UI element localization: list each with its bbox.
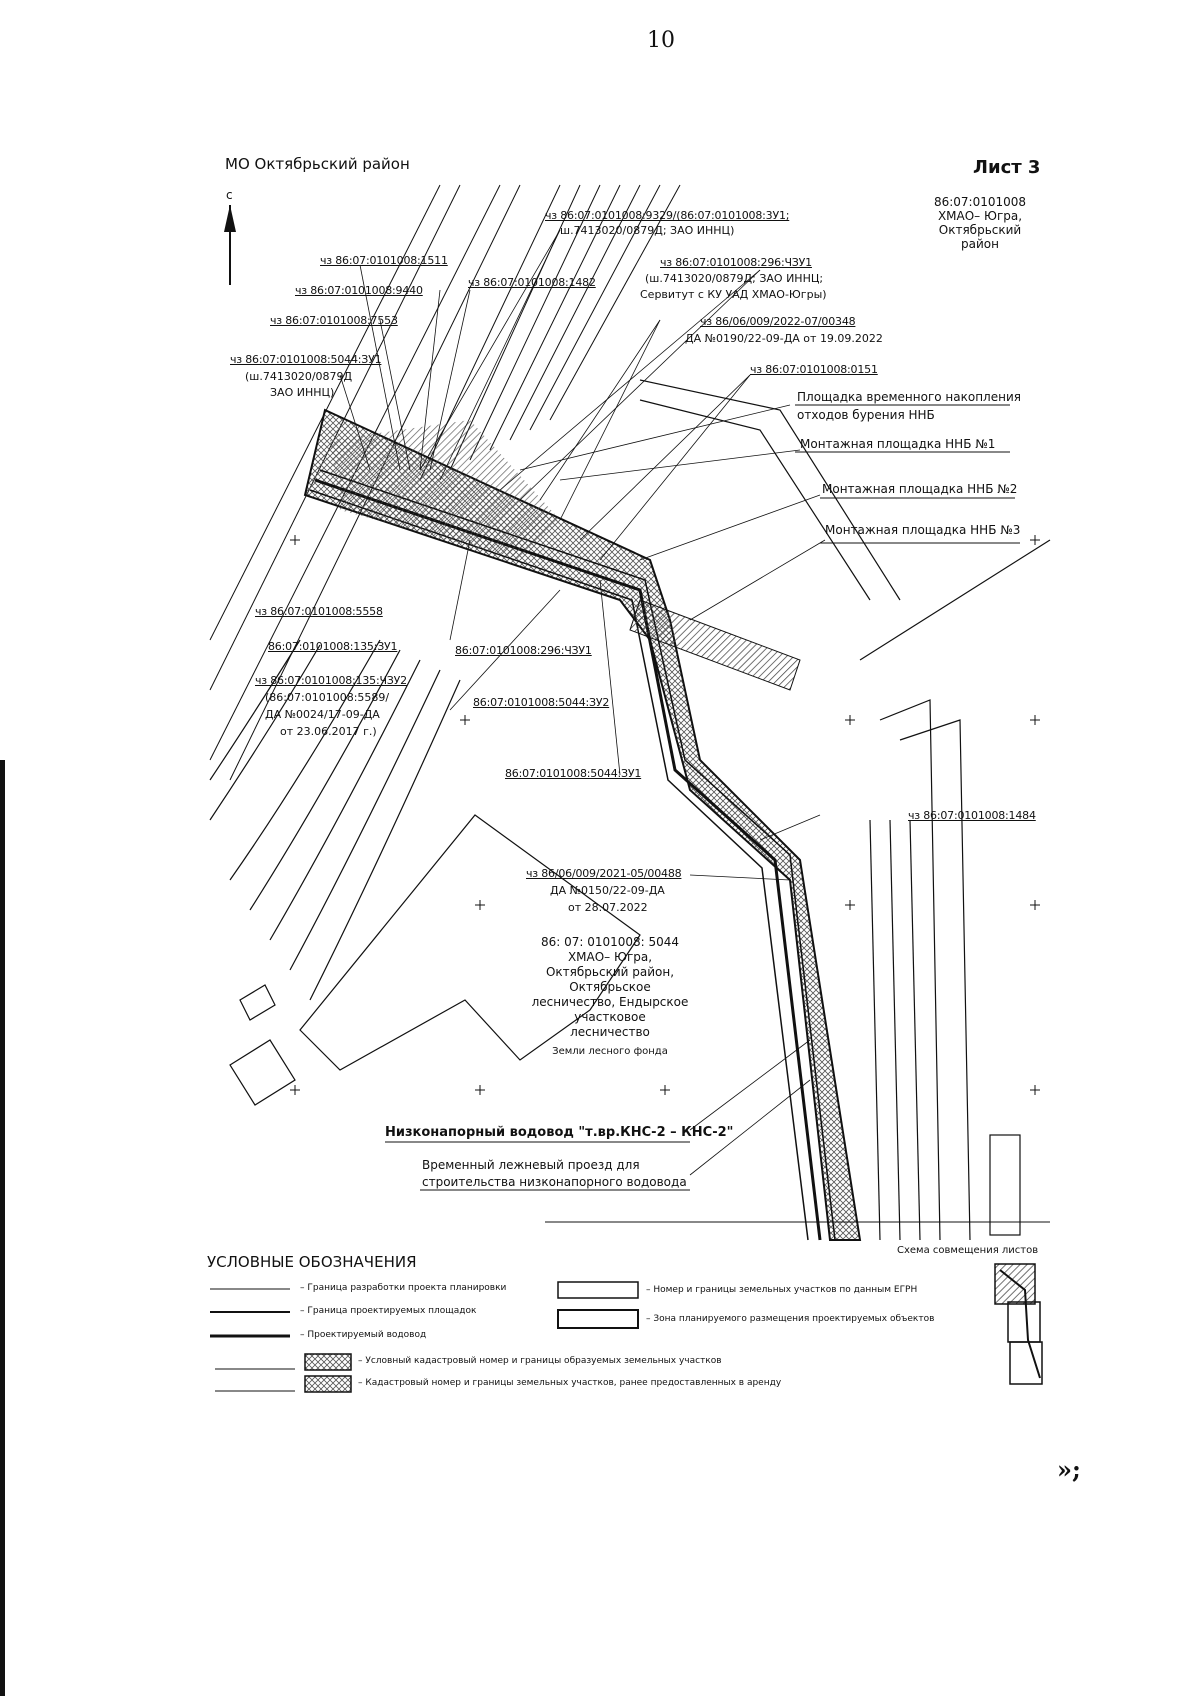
- label-00348-sub: ДА №0190/22-09-ДА от 19.09.2022: [685, 332, 883, 345]
- label-9329: чз 86:07:0101008:9329/(86:07:0101008:3У1;: [545, 209, 790, 222]
- label-296-sub2: Сервитут с КУ УАД ХМАО-Югры): [640, 288, 827, 301]
- district-title: МО Октябрьский район: [225, 155, 410, 173]
- label-135-sub1: (86:07:0101008:5589/: [265, 691, 390, 704]
- land-category: Земли лесного фонда: [552, 1046, 668, 1057]
- label-296-sub1: (ш.7413020/0879Д; ЗАО ИННЦ;: [645, 272, 824, 285]
- label-135-sub2: ДА №0024/17-09-ДА: [265, 708, 380, 721]
- parcel-center-line: участковое: [574, 1010, 646, 1024]
- label-5044-zu1-sub1: (ш.7413020/0879Д: [245, 370, 353, 383]
- label-5558: чз 86:07:0101008:5558: [255, 605, 383, 618]
- label-9329-sub: ш.7413020/0879Д; ЗАО ИННЦ): [560, 224, 735, 237]
- label-5044-zu1-sub2: ЗАО ИННЦ): [270, 386, 335, 399]
- buildings: [230, 985, 295, 1105]
- north-arrow-icon: [224, 205, 236, 285]
- sheet-label: Лист 3: [973, 157, 1041, 178]
- label-9440: чз 86:07:0101008:9440: [295, 284, 423, 297]
- legend-item: – Номер и границы земельных участков по данным ЕГРН: [646, 1285, 918, 1295]
- label-0151: чз 86:07:0101008:0151: [750, 363, 878, 376]
- label-00348: чз 86/06/009/2022-07/00348: [700, 315, 856, 328]
- label-00488: чз 86/06/009/2021-05/00488: [526, 867, 682, 880]
- sheet-scheme: [995, 1264, 1042, 1384]
- label-1511: чз 86:07:0101008:1511: [320, 254, 448, 267]
- parcel-center-line: Октябрьский район,: [545, 965, 675, 979]
- label-135-sub3: от 23.06.2017 г.): [280, 725, 377, 738]
- parcel-center-line: лесничество, Ендырское: [531, 995, 689, 1009]
- legend-item: – Кадастровый номер и границы земельных участков, ранее предоставленных в аренду: [358, 1378, 782, 1388]
- parcel-info-line: 86:07:0101008: [933, 195, 1027, 209]
- parcel-center-line: лесничество: [570, 1025, 650, 1039]
- label-00488-sub1: ДА №0150/22-09-ДА: [550, 884, 665, 897]
- pipeline-corridor: [305, 410, 860, 1240]
- legend-item: – Условный кадастровый номер и границы образуемых земельных участков: [358, 1356, 722, 1366]
- legend-title: УСЛОВНЫЕ ОБОЗНАЧЕНИЯ: [207, 1253, 417, 1271]
- label-1484: чз 86:07:0101008:1484: [908, 809, 1036, 822]
- label-135-czu2: чз 86:07:0101008:135:ЧЗУ2: [255, 674, 407, 687]
- label-1482: чз 86:07:0101008:1482: [468, 276, 596, 289]
- parcel-info-line: Октябрьский: [938, 223, 1022, 237]
- label-nnb-1: Монтажная площадка ННБ №1: [800, 437, 996, 451]
- label-storage-site: Площадка временного накопления: [797, 390, 1021, 404]
- parcel-center-line: Октябрьское: [569, 980, 651, 994]
- label-storage-site-sub: отходов бурения ННБ: [797, 408, 935, 422]
- closing-mark: »;: [1057, 1455, 1081, 1484]
- legend-item: – Граница проектируемых площадок: [300, 1306, 477, 1316]
- label-nnb-3: Монтажная площадка ННБ №3: [825, 523, 1021, 537]
- label-135-zu1: 86:07:0101008:135:ЗУ1: [268, 640, 398, 653]
- legend-item: – Проектируемый водовод: [300, 1330, 427, 1340]
- label-00488-sub2: от 28.07.2022: [568, 901, 648, 914]
- label-296-czu1: 86:07:0101008:296:ЧЗУ1: [455, 644, 592, 657]
- label-296: чз 86:07:0101008:296:ЧЗУ1: [660, 256, 812, 269]
- parcel-center-line: 86: 07: 0101008: 5044: [540, 935, 680, 949]
- scheme-title: Схема совмещения листов: [897, 1245, 1039, 1256]
- label-nnb-2: Монтажная площадка ННБ №2: [822, 482, 1018, 496]
- legend-item: – Зона планируемого размещения проектируемых объектов: [646, 1314, 935, 1324]
- scan-edge: [0, 760, 5, 1696]
- label-5044-zu1: чз 86:07:0101008:5044:ЗУ1: [230, 353, 382, 366]
- pipeline-label: Низконапорный водовод "т.вр.КНС-2 – КНС-2": [385, 1125, 734, 1140]
- dense-hatch-zone: [330, 420, 560, 560]
- parcel-info-line: район: [961, 237, 999, 251]
- road-label-1: Временный лежневый проезд для: [422, 1158, 640, 1172]
- parcel-info-line: ХМАО– Югра,: [937, 209, 1023, 223]
- road-label-2: строительства низконапорного водовода: [422, 1175, 687, 1189]
- north-label: с: [226, 188, 233, 202]
- parcel-info-top: [920, 195, 1040, 251]
- label-5044-zu1b: 86:07:0101008:5044:ЗУ1: [505, 767, 642, 780]
- page-number: 10: [647, 28, 675, 53]
- legend-item: – Граница разработки проекта планировки: [300, 1283, 507, 1293]
- label-7553: чз 86:07:0101008:7553: [270, 314, 398, 327]
- label-5044-zu2: 86:07:0101008:5044:ЗУ2: [473, 696, 610, 709]
- parcel-center-line: ХМАО– Югра,: [567, 950, 653, 964]
- parcel-center-info: [520, 935, 700, 1040]
